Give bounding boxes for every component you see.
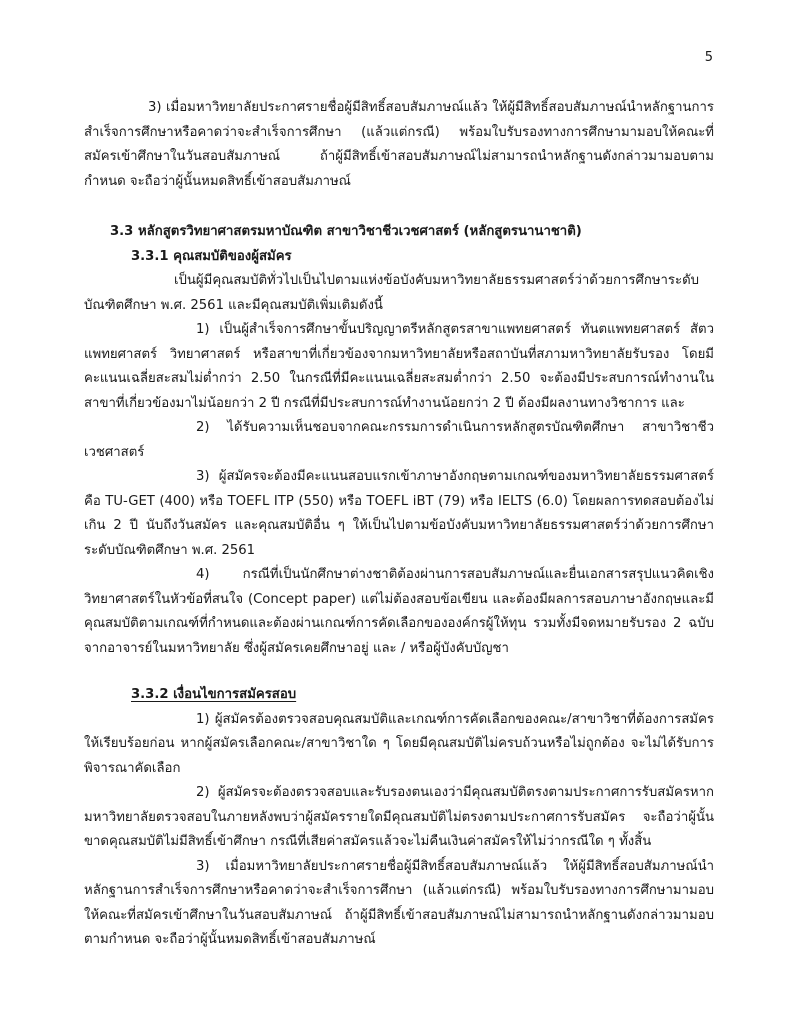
qualification-intro: เป็นผู้มีคุณสมบัติทั่วไปเป็นไปตามแห่งข้อบังคับมหาวิทยาลัยธรรมศาสตร์ว่าด้วยการศึกษาระดับบัณฑิตศึกษา พ.ศ. 2561 และมีคุณสมบัติเพิ่มเติมดังนี้ — [84, 273, 700, 313]
condition-item-2: 2) ผู้สมัครจะต้องตรวจสอบและรับรองตนเองว่ามีคุณสมบัติตรงตามประกาศการรับสมัครหากมหาวิทยาลัยตรวจสอบในภายหลังพบว่าผู้สมัครรายใดมีคุณสมบัติไม่ตรงตามประกาศการรับสมัคร จะถือว่าผู้นั้นขาดคุณสมบัติไม่มีสิทธิ์เข้าศึกษา กรณีที่เสียค่าสมัครแล้วจะไม่คืนเงินค่าสมัครให้ไม่ว่ากรณีใด ๆ ทั้งสิ้น — [84, 785, 714, 849]
section-3-3-1-heading: 3.3.1 คุณสมบัติของผู้สมัคร — [131, 248, 292, 264]
qualification-item-4: 4) กรณีที่เป็นนักศึกษาต่างชาติต้องผ่านการสอบสัมภาษณ์และยื่นเอกสารสรุปแนวคิดเชิงวิทยาศาสตร์ในหัวข้อที่สนใจ (Concept paper) แต่ไม่ต้องสอบข้อเขียน และต้องมีผลการสอบภาษาอังกฤษและมีคุณสมบัติตามเกณฑ์ที่กำหนดและต้องผ่านเกณฑ์การคัดเลือกขององค์กรผู้ให้ทุน รวมทั้งมีจดหมายรับรอง 2 ฉบับจากอาจารย์ในมหาวิทยาลัย ซึ่งผู้สมัครเคยศึกษาอยู่ และ / หรือผู้บังคับบัญชา — [84, 567, 714, 656]
qualification-item-2: 2) ได้รับความเห็นชอบจากคณะกรรมการดำเนินการหลักสูตรบัณฑิตศึกษา สาขาวิชาชีวเวชศาสตร์ — [84, 420, 714, 460]
qualification-item-3: 3) ผู้สมัครจะต้องมีคะแนนสอบแรกเข้าภาษาอังกฤษตามเกณฑ์ของมหาวิทยาลัยธรรมศาสตร์คือ TU-GET (400) หรือ TOEFL ITP (550) หรือ TOEFL iBT (79) หรือ IELTS (6.0) โดยผลการทดสอบต้องไม่เกิน 2 ปี นับถึงวันสมัคร และคุณสมบัติอื่น ๆ ให้เป็นไปตามข้อบังคับมหาวิทยาลัยธรรมศาสตร์ว่าด้วยการศึกษาระดับบัณฑิตศึกษา พ.ศ. 2561 — [84, 469, 714, 558]
intro-paragraph: 3) เมื่อมหาวิทยาลัยประกาศรายชื่อผู้มีสิทธิ์สอบสัมภาษณ์แล้ว ให้ผู้มีสิทธิ์สอบสัมภาษณ์นำหลักฐานการสำเร็จการศึกษาหรือคาดว่าจะสำเร็จการศึกษา (แล้วแต่กรณี) พร้อมใบรับรองทางการศึกษามามอบให้คณะที่สมัครเข้าศึกษาในวันสอบสัมภาษณ์ ถ้าผู้มีสิทธิ์เข้าสอบสัมภาษณ์ไม่สามารถนำหลักฐานดังกล่าวมามอบตามกำหนด จะถือว่าผู้นั้นหมดสิทธิ์เข้าสอบสัมภาษณ์ — [84, 100, 714, 189]
qualification-item-1: 1) เป็นผู้สำเร็จการศึกษาขั้นปริญญาตรีหลักสูตรสาขาแพทยศาสตร์ ทันตแพทยศาสตร์ สัตวแพทยศาสตร์ วิทยาศาสตร์ หรือสาขาที่เกี่ยวข้องจากมหาวิทยาลัยหรือสถาบันที่สภามหาวิทยาลัยรับรอง โดยมีคะแนนเฉลี่ยสะสมไม่ต่ำกว่า 2.50 ในกรณีที่มีคะแนนเฉลี่ยสะสมต่ำกว่า 2.50 จะต้องมีประสบการณ์ทำงานในสาขาที่เกี่ยวข้องมาไม่น้อยกว่า 2 ปี กรณีที่มีประสบการณ์ทำงานน้อยกว่า 2 ปี ต้องมีผลงานทางวิชาการ และ — [84, 322, 714, 411]
section-3-3-heading: 3.3 หลักสูตรวิทยาศาสตรมหาบัณฑิต สาขาวิชาชีวเวชศาสตร์ (หลักสูตรนานาชาติ) — [110, 224, 582, 239]
page-number: 5 — [704, 50, 713, 65]
page-content — [84, 96, 714, 953]
section-3-3-2-heading: 3.3.2 เงื่อนไขการสมัครสอบ — [131, 687, 297, 702]
condition-item-1: 1) ผู้สมัครต้องตรวจสอบคุณสมบัติและเกณฑ์การคัดเลือกของคณะ/สาขาวิชาที่ต้องการสมัครให้เรียบร้อยก่อน หากผู้สมัครเลือกคณะ/สาขาวิชาใด ๆ โดยมีคุณสมบัติไม่ครบถ้วนหรือไม่ถูกต้อง จะไม่ได้รับการพิจารณาคัดเลือก — [84, 711, 714, 776]
condition-item-3: 3) เมื่อมหาวิทยาลัยประกาศรายชื่อผู้มีสิทธิ์สอบสัมภาษณ์แล้ว ให้ผู้มีสิทธิ์สอบสัมภาษณ์นำหลักฐานการสำเร็จการศึกษาหรือคาดว่าจะสำเร็จการศึกษา (แล้วแต่กรณี) พร้อมใบรับรองทางการศึกษามามอบให้คณะที่สมัครเข้าศึกษาในวันสอบสัมภาษณ์ ถ้าผู้มีสิทธิ์เข้าสอบสัมภาษณ์ไม่สามารถนำหลักฐานดังกล่าวมามอบตามกำหนด จะถือว่าผู้นั้นหมดสิทธิ์เข้าสอบสัมภาษณ์ — [84, 858, 714, 947]
